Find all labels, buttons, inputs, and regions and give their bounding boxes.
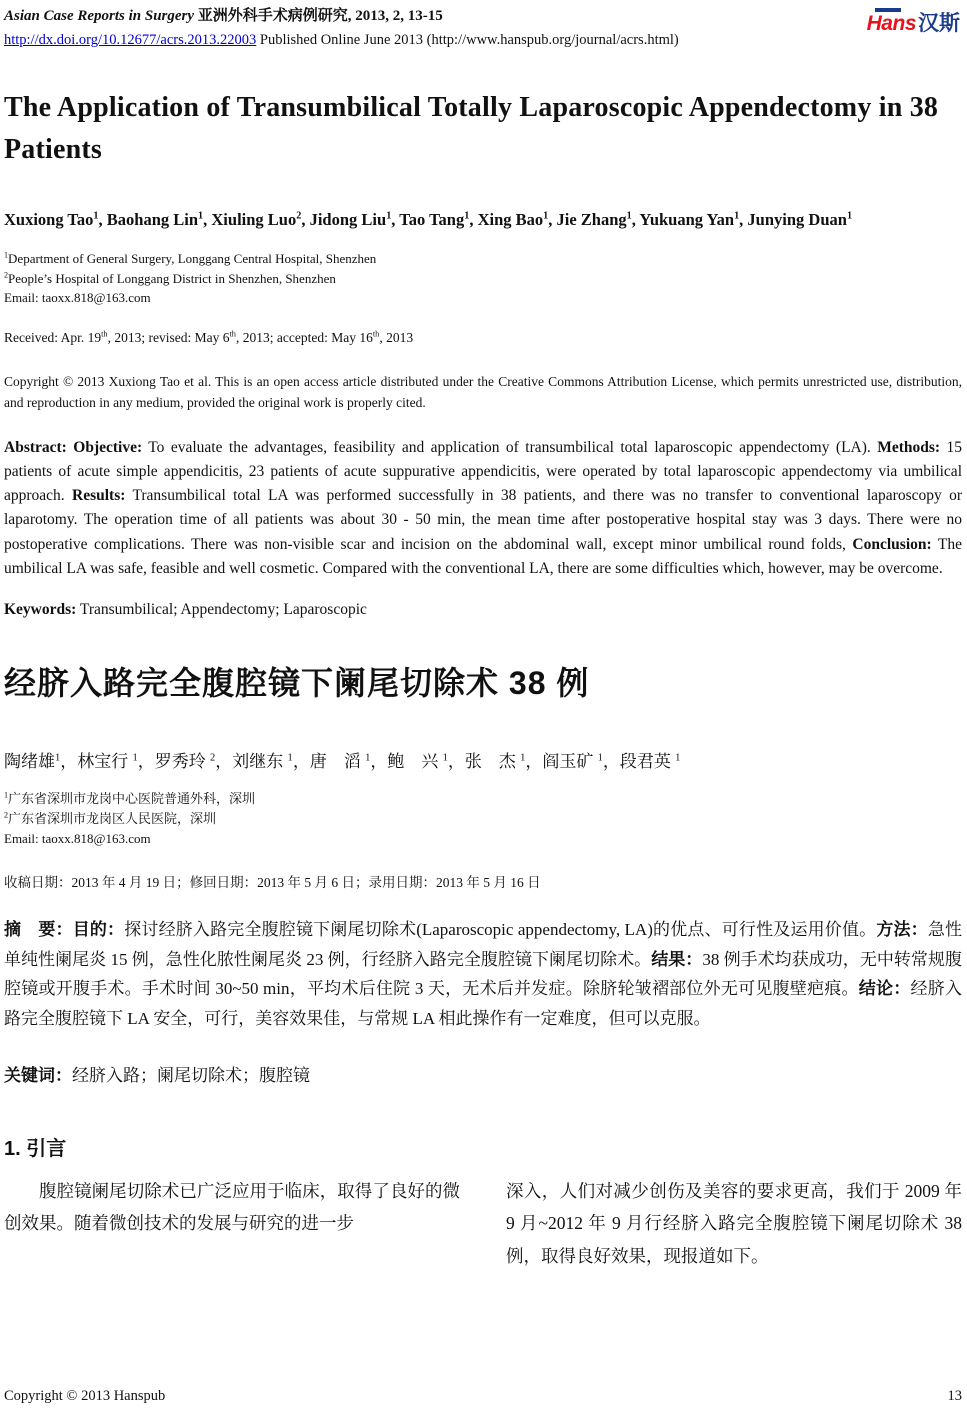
intro-right-paragraph: 深入，人们对减少创伤及美容的要求更高，我们于 2009 年 9 月~2012 年 9 月行经脐入路完全腹腔镜下阑尾切除术 38 例，取得良好效果，现报道如下。	[506, 1181, 962, 1266]
affiliation-1-cn: $^1$广东省深圳市龙岗中心医院普通外科，深圳	[4, 790, 256, 806]
article-title-cn: 经脐入路完全腹腔镜下阑尾切除术 38 例	[4, 665, 590, 702]
email-line-cn: Email: taoxx.818@163.com	[4, 830, 151, 846]
abstract-cn: 摘 要：目的：探讨经脐入路完全腹腔镜下阑尾切除术(Laparoscopic appendectomy, LA)的优点、可行性及运用价值。方法：急性单纯性阑尾炎 15 例，急性化脓性阑尾炎 23 例，行经脐入路完全腹腔镜下阑尾切除术。结果：38 例手术均获成功，无中转常规腹腔镜或开腹手术。手术时间 30~50 min，平均术后住院 3 天，无术后并发症。除脐轮皱褶部位外无可见腹壁疤痕。结论：经脐入路完全腹腔镜下 LA 安全，可行，美容效果佳，与常规 LA 相此操作有一定难度，但可以克服。	[4, 919, 963, 1028]
doi-published-line[interactable]: http://dx.doi.org/10.12677/acrs.2013.22003 Published Online June 2013 (http://www.hanspub.org/journal/acrs.html)	[4, 31, 679, 48]
email-line-en: Email: taoxx.818@163.com	[4, 290, 151, 306]
affiliation-2-cn: $^2$广东省深圳市龙岗区人民医院，深圳	[4, 810, 217, 826]
abstract-en: Abstract: Objective: To evaluate the advantages, feasibility and application of transumbilical total laparoscopic appendectomy (LA). Methods: 15 patients of acute simple appendicitis, 23 patients of acute suppurative appendicitis, were operated by total laparoscopic appendectomy via umbilical approach. Results: Transumbilical total LA was performed successfully in 38 patients, and there was no transfer to conventional laparoscopy or laparotomy. The operation time of all patients was about 30 - 50 min, the mean time after postoperative hospital stay was 3 days. There were no postoperative complications. There was non-visible scar and incision on the abdominal wall, except minor umbilical round folds, Conclusion: The umbilical LA was safe, feasible and well cosmetic. Compared with the conventional LA, there are some difficulties which, however, may be overcome.	[4, 438, 962, 578]
hans-logo-cn-text: 汉斯	[918, 12, 960, 35]
page-footer	[4, 1388, 962, 1405]
affiliation-1-en: $^1$Department of General Surgery, Longgang Central Hospital, Shenzhen	[4, 250, 377, 267]
intro-two-columns	[4, 1175, 962, 1272]
received-dates-en: Received: Apr. 19th, 2013; revised: May 6th, 2013; accepted: May 16th, 2013	[4, 329, 414, 345]
intro-left-paragraph: 腹腔镜阑尾切除术已广泛应用于临床，取得了良好的微创效果。随着微创技术的发展与研究的进一步	[4, 1181, 460, 1234]
footer-copyright: Copyright © 2013 Hanspub	[4, 1388, 166, 1404]
authors-cn: 陶绪雄$^1$，林宝行 $^1$，罗秀玲 $^2$，刘继东 $^1$，唐 滔 $^1$，鲍 兴 $^1$，张 杰 $^1$，阎玉矿 $^1$，段君英 $^1$	[4, 752, 681, 772]
article-title-en: The Application of Transumbilical Totally Laparoscopic Appendectomy in 38 Patients	[4, 91, 939, 165]
hans-logo-text: Hans	[866, 12, 916, 35]
received-dates-cn: 收稿日期：2013 年 4 月 19 日；修回日期：2013 年 5 月 6 日；录用日期：2013 年 5 月 16 日	[4, 874, 541, 890]
section-1-heading: 1. 引言	[4, 1138, 67, 1161]
intro-left-column	[4, 1175, 460, 1272]
copyright-notice: Copyright © 2013 Xuxiong Tao et al. This is an open access article distributed under the Creative Commons Attribution License, which permits unrestricted use, distribution, and reproduction in any medium, provided the original work is properly cited.	[4, 373, 962, 410]
keywords-cn: 关键词：经脐入路；阑尾切除术；腹腔镜	[4, 1066, 310, 1086]
page-header	[4, 6, 962, 51]
affiliations-cn	[4, 789, 962, 849]
affiliation-2-en: $^2$People’s Hospital of Longgang District in Shenzhen, Shenzhen	[4, 270, 336, 286]
affiliations-en	[4, 249, 962, 308]
keywords-en: Keywords: Transumbilical; Appendectomy; Laparoscopic	[4, 601, 367, 619]
footer-page-number: 13	[947, 1388, 962, 1404]
authors-en: Xuxiong Tao$^1$, Baohang Lin$^1$, Xiuling Luo$^2$, Jidong Liu$^1$, Tao Tang$^1$, Xing Bao$^1$, Jie Zhang$^1$, Yukuang Yan$^1$, Junying Duan$^1$	[4, 209, 853, 229]
intro-right-column	[506, 1175, 962, 1272]
hans-logo	[867, 8, 960, 34]
journal-title-line: Asian Case Reports in Surgery 亚洲外科手术病例研究, 2013, 2, 13-15	[4, 8, 443, 24]
